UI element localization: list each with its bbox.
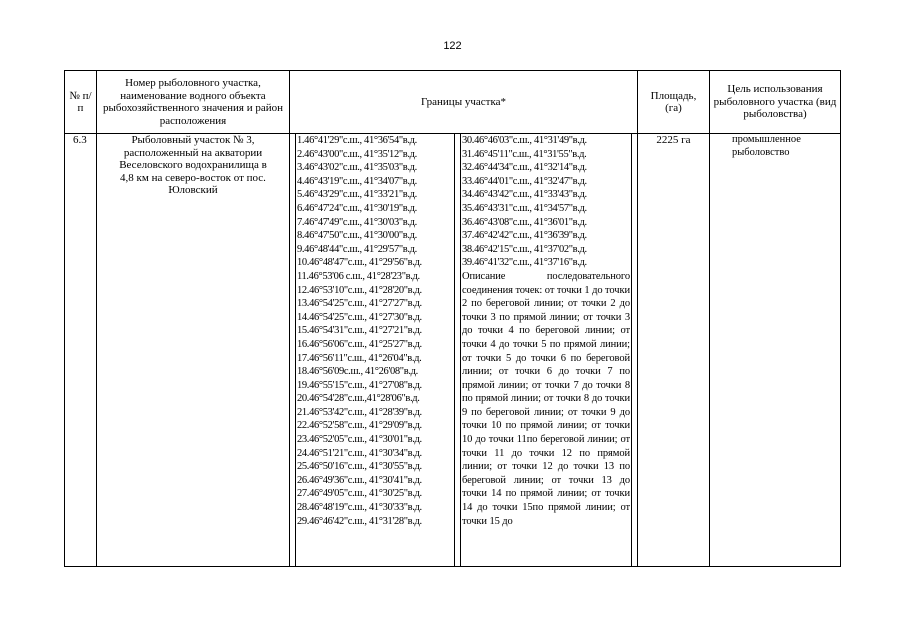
point-coordinate: 29.46°46'42"с.ш., 41°31'28"в.д. [297, 515, 422, 527]
point-coordinate: 34.46°43'42"с.ш., 41°33'43"в.д. [462, 189, 587, 201]
point-coordinate: 26.46°49'36"с.ш., 41°30'41"в.д. [297, 474, 422, 486]
row-purpose: промышленное рыболовство [732, 134, 801, 158]
fishing-areas-table [64, 70, 841, 567]
point-coordinate: 14.46°54'25"с.ш., 41°27'30"в.д. [297, 311, 422, 323]
bounds-points-left [297, 134, 453, 528]
point-coordinate: 9.46°48'44"с.ш., 41°29'57"в.д. [297, 243, 417, 255]
row-area: 2225 га [656, 134, 691, 146]
bounds-right-subcell-border [631, 134, 632, 566]
point-coordinate: 36.46°43'08"с.ш., 41°36'01"в.д. [462, 216, 587, 228]
row-num: 6.3 [73, 134, 87, 146]
point-coordinate: 21.46°53'42"с.ш., 41°28'39"в.д. [297, 406, 422, 418]
point-coordinate: 2.46°43'00"с.ш., 41°35'12"в.д. [297, 148, 417, 160]
bounds-points-right [462, 134, 630, 569]
point-coordinate: 7.46°47'49"с.ш., 41°30'03"в.д. [297, 216, 417, 228]
point-coordinate: 15.46°54'31"с.ш., 41°27'21"в.д. [297, 325, 422, 337]
point-coordinate: 16.46°56'06"с.ш., 41°25'27"в.д. [297, 338, 422, 350]
bounds-middle-divider [454, 134, 455, 566]
point-coordinate: 5.46°43'29"с.ш., 41°33'21"в.д. [297, 189, 417, 201]
column-divider [289, 71, 290, 566]
point-coordinate: 28.46°48'19"с.ш., 41°30'33"в.д. [297, 502, 422, 514]
point-coordinate: 22.46°52'58"с.ш., 41°29'09"в.д. [297, 420, 422, 432]
header-area: Площадь, (га) [650, 89, 697, 114]
point-coordinate: 38.46°42'15"с.ш., 41°37'02"в.д. [462, 243, 587, 255]
connection-description: Описание последовательного соединения точек: от точки 1 до точки 2 по береговой линии; от точки 2 до точки 3 по прямой линии; от точки 3 до точки 4 по береговой линии; от точки 4 до точки 5 по прямой линии; от точки 5 до точки 6 по береговой линии; от точки 6 до точки 7 по прямой линии; от точки 7 до точки 8 по прямой линии; от точки 8 до точки 9 по береговой линии; от точки 9 до точки 10 по прямой линии; от точки 10 до точки 11по береговой линии; от точки 11 до точки 12 по прямой линии; от точки 12 до точки 13 по береговой линии; от точки 13 до точки 14 по прямой линии; от точки 14 до точки 15по прямой линии; от точки 15 до [462, 270, 630, 527]
header-name: Номер рыболовного участка, наименование водного объекта рыбохозяйственного значения и район расположения [102, 77, 283, 127]
row-name: Рыболовный участок № 3, расположенный на акватории Веселовского водохранилища в 4,8 км на северо-восток от пос. Юловский [119, 134, 267, 196]
header-bounds: Границы участка* [420, 95, 506, 108]
point-coordinate: 33.46°44'01"с.ш., 41°32'47"в.д. [462, 175, 587, 187]
header-num: № п/п [69, 89, 92, 114]
point-coordinate: 6.46°47'24"с.ш., 41°30'19"в.д. [297, 202, 417, 214]
page-number: 122 [443, 40, 462, 52]
header-purpose: Цель использования рыболовного участка (вид рыболовства) [713, 83, 837, 121]
point-coordinate: 10.46°48'47"с.ш., 41°29'56"в.д. [297, 257, 422, 269]
point-coordinate: 8.46°47'50"с.ш., 41°30'00"в.д. [297, 230, 417, 242]
point-coordinate: 17.46°56'11"с.ш., 41°26'04"в.д. [297, 352, 422, 364]
point-coordinate: 18.46°56'09с.ш., 41°26'08"в.д. [297, 366, 418, 378]
point-coordinate: 4.46°43'19"с.ш., 41°34'07"в.д. [297, 175, 417, 187]
point-coordinate: 24.46°51'21"с.ш., 41°30'34"в.д. [297, 447, 422, 459]
point-coordinate: 25.46°50'16"с.ш., 41°30'55"в.д. [297, 461, 422, 473]
point-coordinate: 39.46°41'32"с.ш., 41°37'16"в.д. [462, 257, 587, 269]
point-coordinate: 35.46°43'31"с.ш., 41°34'57"в.д. [462, 202, 587, 214]
point-coordinate: 19.46°55'15"с.ш., 41°27'08"в.д. [297, 379, 422, 391]
point-coordinate: 27.46°49'05"с.ш., 41°30'25"в.д. [297, 488, 422, 500]
point-coordinate: 20.46°54'28"с.ш.,41°28'06"в.д. [297, 393, 420, 405]
point-coordinate: 1.46°41'29"с.ш., 41°36'54"в.д. [297, 135, 417, 146]
point-coordinate: 32.46°44'34"с.ш., 41°32'14"в.д. [462, 162, 587, 174]
point-coordinate: 23.46°52'05"с.ш., 41°30'01"в.д. [297, 434, 422, 446]
point-coordinate: 30.46°46'03"с.ш., 41°31'49"в.д. [462, 135, 587, 146]
point-coordinate: 11.46°53'06 с.ш., 41°28'23"в.д. [297, 270, 420, 282]
point-coordinate: 12.46°53'10"с.ш., 41°28'20"в.д. [297, 284, 422, 296]
point-coordinate: 13.46°54'25"с.ш., 41°27'27"в.д. [297, 298, 422, 310]
point-coordinate: 31.46°45'11"с.ш., 41°31'55"в.д. [462, 148, 587, 160]
point-coordinate: 37.46°42'42"с.ш., 41°36'39"в.д. [462, 230, 587, 242]
bounds-left-subcell-border [295, 134, 296, 566]
bounds-middle-divider [460, 134, 461, 566]
point-coordinate: 3.46°43'02"с.ш., 41°35'03"в.д. [297, 162, 417, 174]
